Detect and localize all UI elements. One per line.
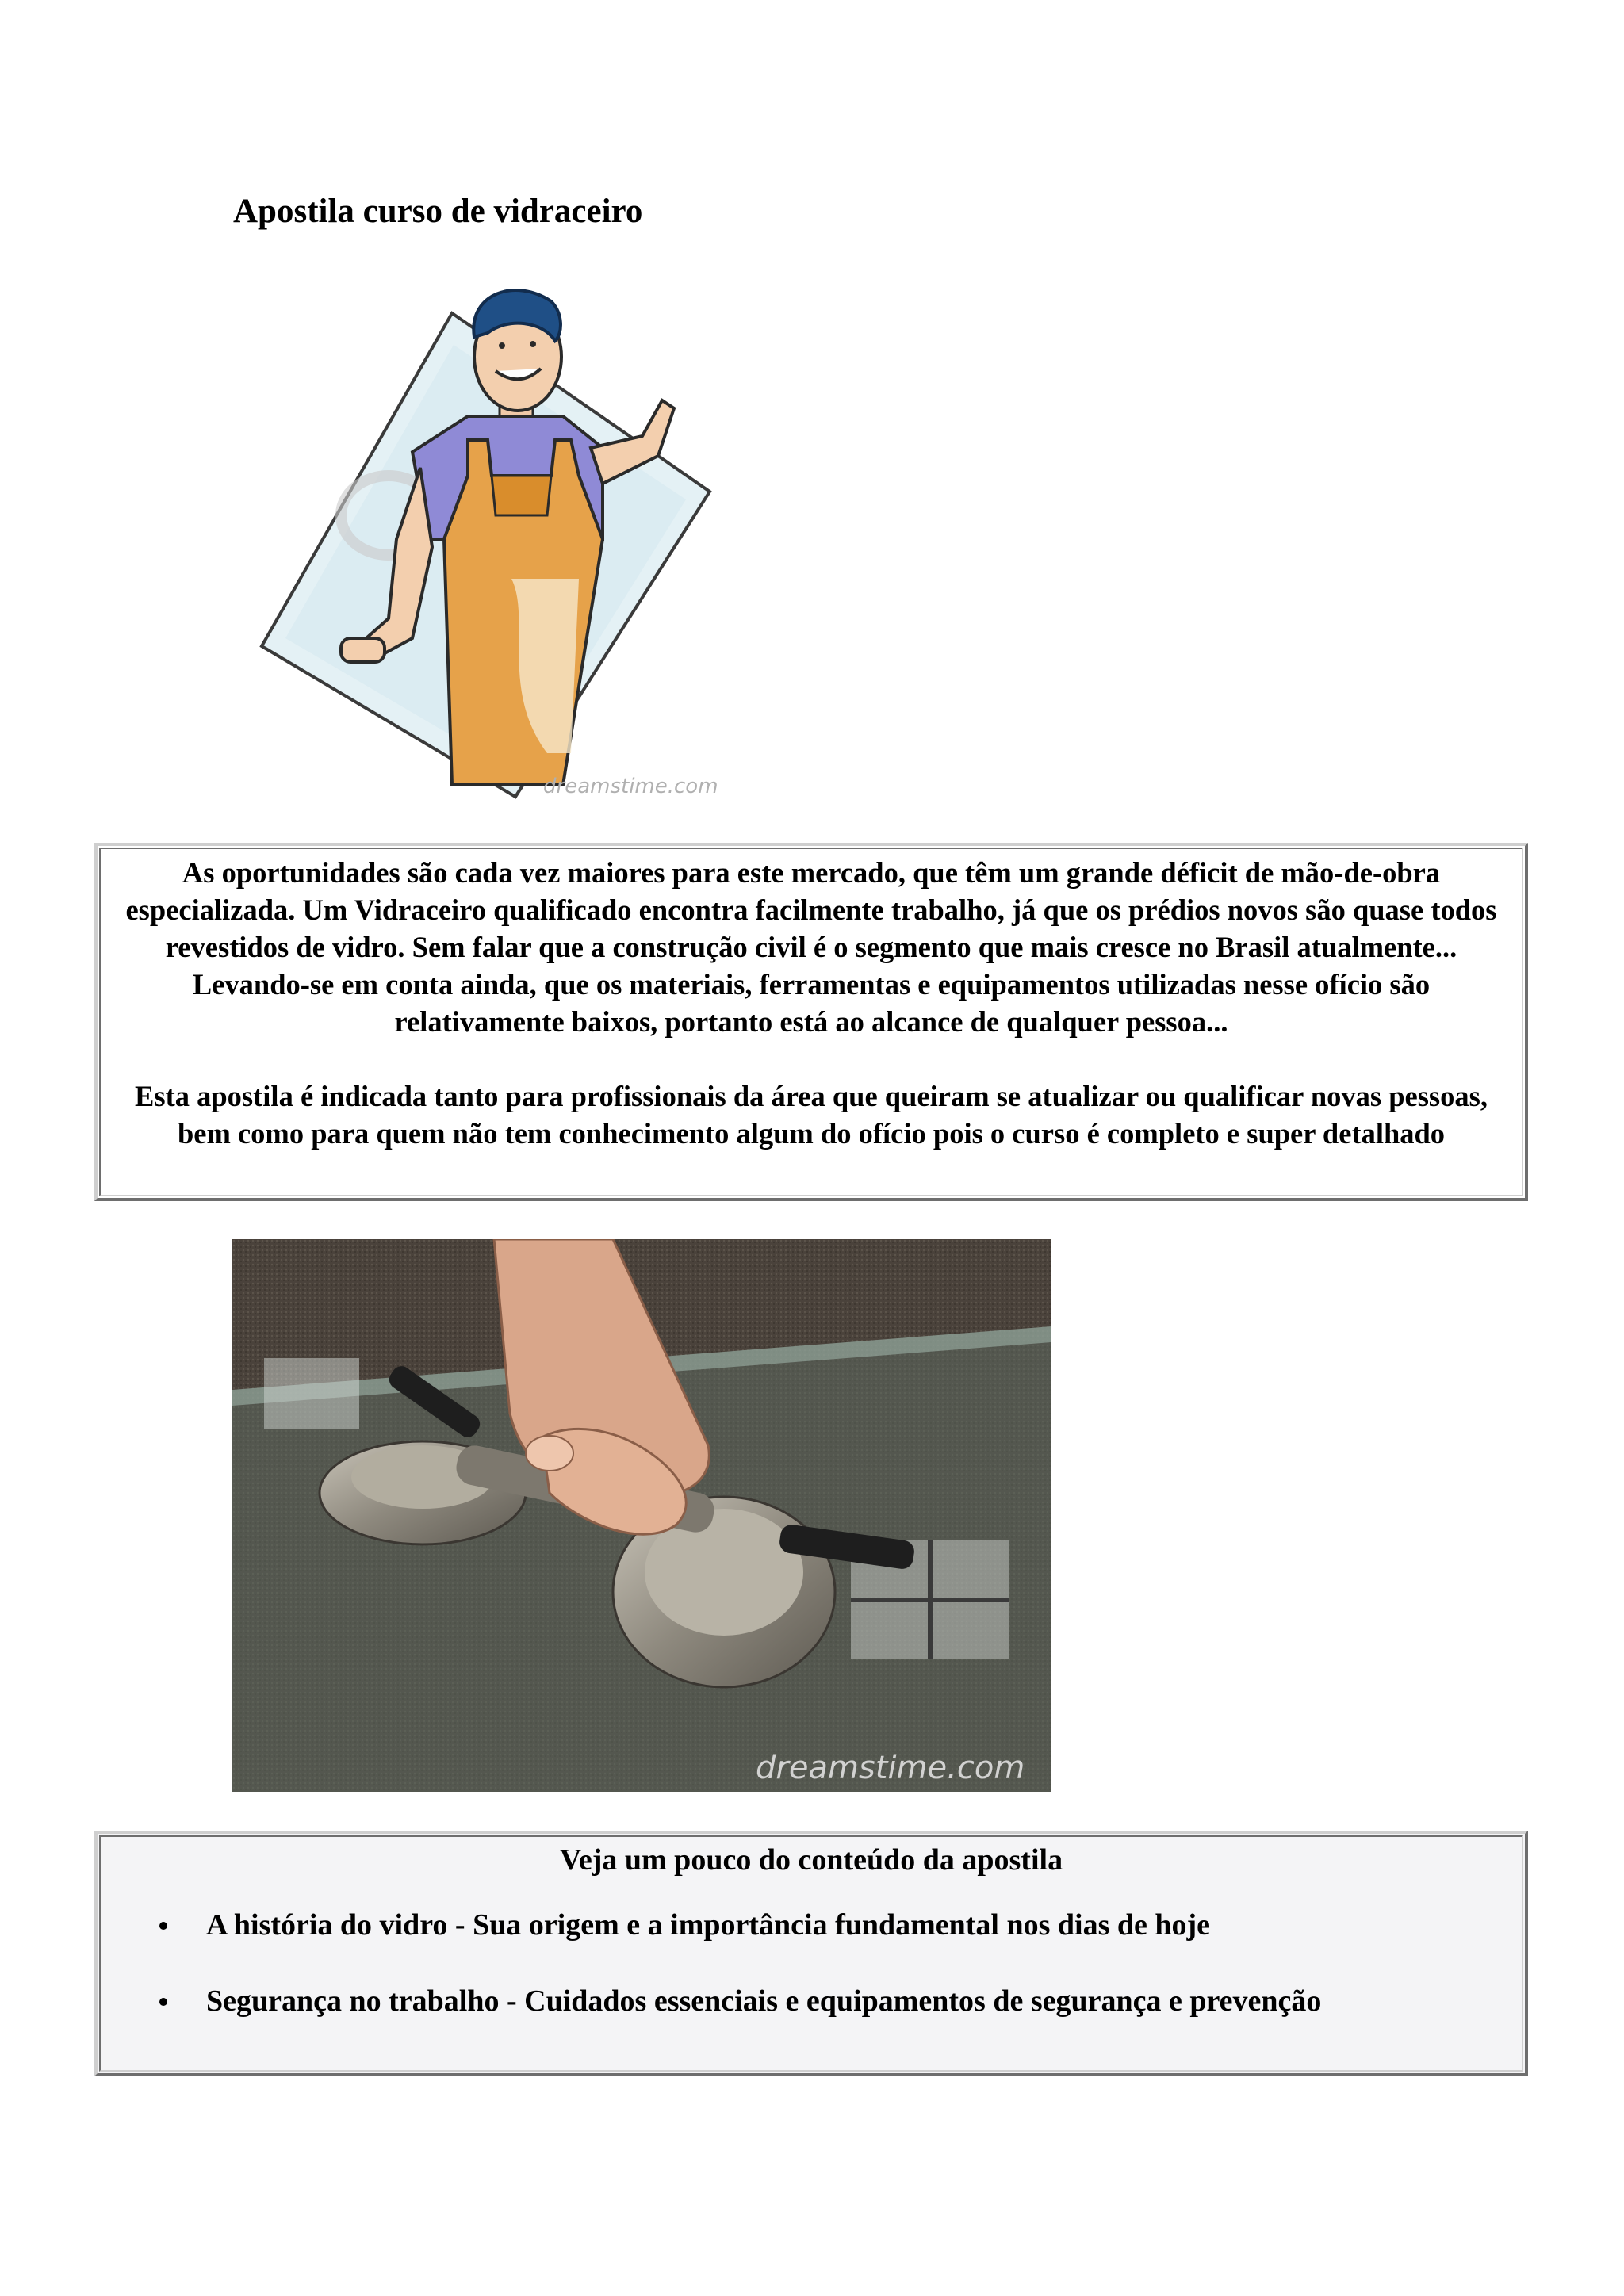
contents-heading: Veja um pouco do conteúdo da apostila bbox=[559, 1843, 1063, 1877]
list-item bbox=[107, 1907, 1515, 1943]
bullet-icon bbox=[159, 1998, 167, 2006]
contents-box bbox=[94, 1831, 1528, 2076]
intro-paragraph-1: As oportunidades são cada vez maiores para este mercado, que têm um grande déficit de mão-de-obra especializada. Um Vidraceiro qualificado encontra facilmente trabalho, já que os prédios novos são quase todos revestidos de vidro. Sem falar que a construção civil é o segmento que mais cresce no Brasil atualmente... Levando-se em conta ainda, que os materiais, ferramentas e equipamentos utilizadas nesse ofício são relativamente baixos, portanto está ao alcance de qualquer pessoa... bbox=[125, 856, 1497, 1038]
list-item-text: A história do vidro - Sua origem e a importância fundamental nos dias de hoje bbox=[206, 1908, 1211, 1942]
watermark-text: dreamstime.com bbox=[543, 775, 718, 798]
intro-paragraph-2: Esta apostila é indicada tanto para profissionais da área que queiram se atualizar ou qualificar novas pessoas, bem como para quem não tem conhecimento algum do ofício pois o curso é completo e super detalhado bbox=[135, 1080, 1488, 1150]
intro-box bbox=[94, 843, 1528, 1201]
list-item bbox=[107, 1983, 1515, 2019]
contents-list bbox=[107, 1907, 1515, 2019]
suction-lifter-photo bbox=[232, 1239, 1051, 1792]
bullet-icon bbox=[159, 1922, 167, 1930]
list-item-text: Segurança no trabalho - Cuidados essenciais e equipamentos de segurança e prevenção bbox=[206, 1984, 1322, 2018]
glazier-carrying-glass-icon bbox=[230, 277, 737, 809]
page-title: Apostila curso de vidraceiro bbox=[233, 193, 643, 230]
hand-with-suction-cup-lifter-icon bbox=[232, 1239, 1051, 1792]
photo-watermark-text: dreamstime.com bbox=[756, 1750, 1025, 1786]
glazier-illustration bbox=[230, 277, 737, 809]
